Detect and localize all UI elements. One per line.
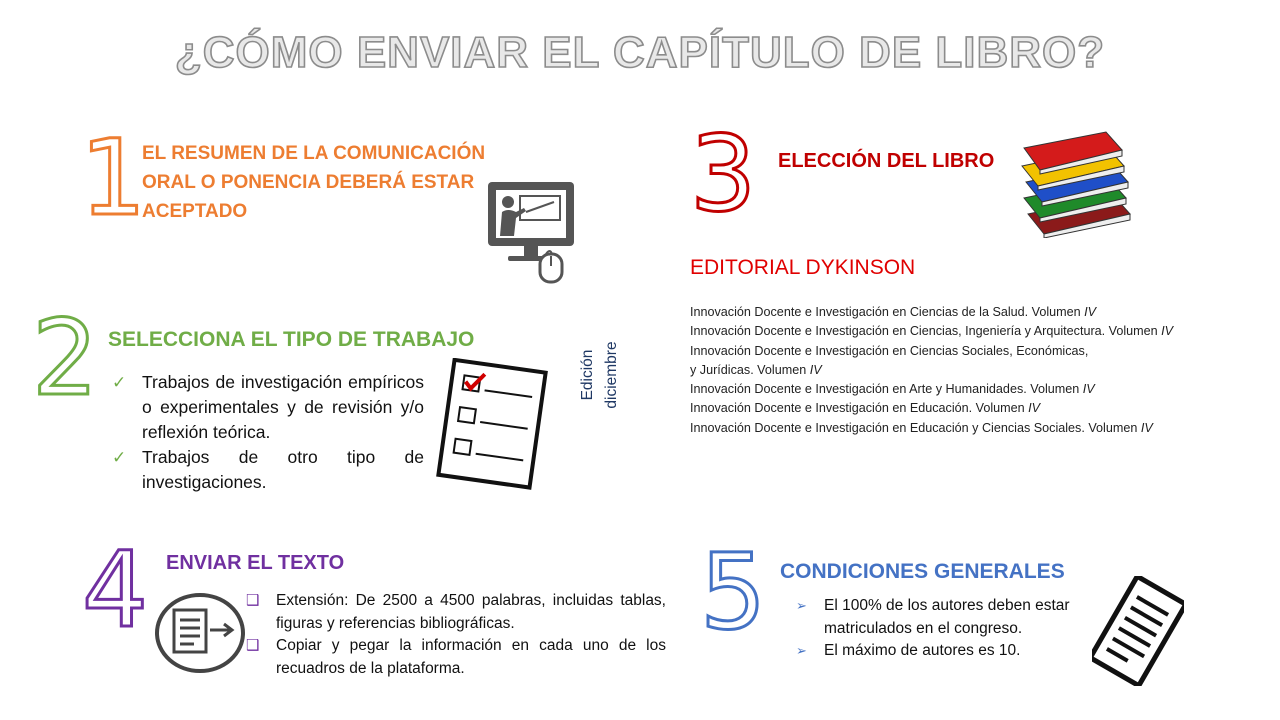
step-number-1: 1 <box>80 117 147 239</box>
checkbox-bullet-icon: ❑ <box>246 592 260 609</box>
step3-heading: ELECCIÓN DEL LIBRO <box>778 150 995 172</box>
list-item: y Jurídicas. Volumen IV <box>690 362 822 377</box>
list-item: ❑ Copiar y pegar la información en cada uno de los recuadros de la plataforma. <box>246 637 666 677</box>
list-item: Innovación Docente e Investigación en Arte y Humanidades. Volumen IV <box>690 382 1095 397</box>
step5-list <box>794 595 1114 663</box>
presentation-computer-icon <box>484 178 580 286</box>
step2-list <box>112 370 424 495</box>
list-item: Innovación Docente e Investigación en Educación. Volumen IV <box>690 401 1041 416</box>
list-item: ➢ El 100% de los autores deben estar matriculados en el congreso. <box>796 597 1070 637</box>
edition-label <box>576 320 624 430</box>
list-item: ❑ Extensión: De 2500 a 4500 palabras, incluidas tablas, figuras y referencias bibliográficas. <box>246 592 666 632</box>
list-item: ✓ Trabajos de investigación empíricos o experimentales y de revisión y/o reflexión teórica. <box>112 372 424 442</box>
list-item: Innovación Docente e Investigación en Educación y Ciencias Sociales. Volumen IV <box>690 420 1153 435</box>
checkbox-bullet-icon: ❑ <box>246 637 260 654</box>
edition-label-line: Edición <box>579 349 596 401</box>
edition-label-line: diciembre <box>603 341 620 409</box>
page-title: ¿CÓMO ENVIAR EL CAPÍTULO DE LIBRO? <box>174 28 1106 77</box>
list-item: Innovación Docente e Investigación en Ciencias de la Salud. Volumen IV <box>690 305 1097 319</box>
checkmark-icon: ✓ <box>112 373 127 392</box>
list-item: Innovación Docente e Investigación en Ciencias, Ingeniería y Arquitectura. Volumen IV <box>690 324 1174 339</box>
step-number-5: 5 <box>700 531 767 653</box>
list-item: Innovación Docente e Investigación en Ciencias Sociales, Económicas, <box>690 343 1089 358</box>
checklist-icon <box>434 358 554 490</box>
step1-heading-line: EL RESUMEN DE LA COMUNICACIÓN <box>142 143 486 164</box>
send-document-icon <box>154 592 246 674</box>
step1-heading <box>142 139 522 226</box>
arrow-bullet-icon: ➢ <box>796 598 807 613</box>
step-number-3: 3 <box>690 113 757 235</box>
step4-list <box>246 590 666 680</box>
list-item: ➢ El máximo de autores es 10. <box>794 640 1114 663</box>
step4-heading: ENVIAR EL TEXTO <box>166 552 345 574</box>
books-stack-icon <box>1018 130 1140 238</box>
book-list <box>690 303 1270 438</box>
step-number-4: 4 <box>82 529 149 651</box>
step1-heading-line: ORAL O PONENCIA DEBERÁ ESTAR <box>142 172 475 193</box>
checkmark-icon: ✓ <box>112 448 127 467</box>
step2-heading: SELECCIONA EL TIPO DE TRABAJO <box>108 328 475 351</box>
document-list-icon <box>1092 576 1184 686</box>
list-item: ✓ Trabajos de otro tipo de investigaciones. <box>112 447 424 492</box>
arrow-bullet-icon: ➢ <box>796 643 807 658</box>
editorial-name: EDITORIAL DYKINSON <box>690 256 916 279</box>
step-number-2: 2 <box>32 297 99 419</box>
step5-heading: CONDICIONES GENERALES <box>780 560 1065 583</box>
step1-heading-line: ACEPTADO <box>142 201 248 222</box>
